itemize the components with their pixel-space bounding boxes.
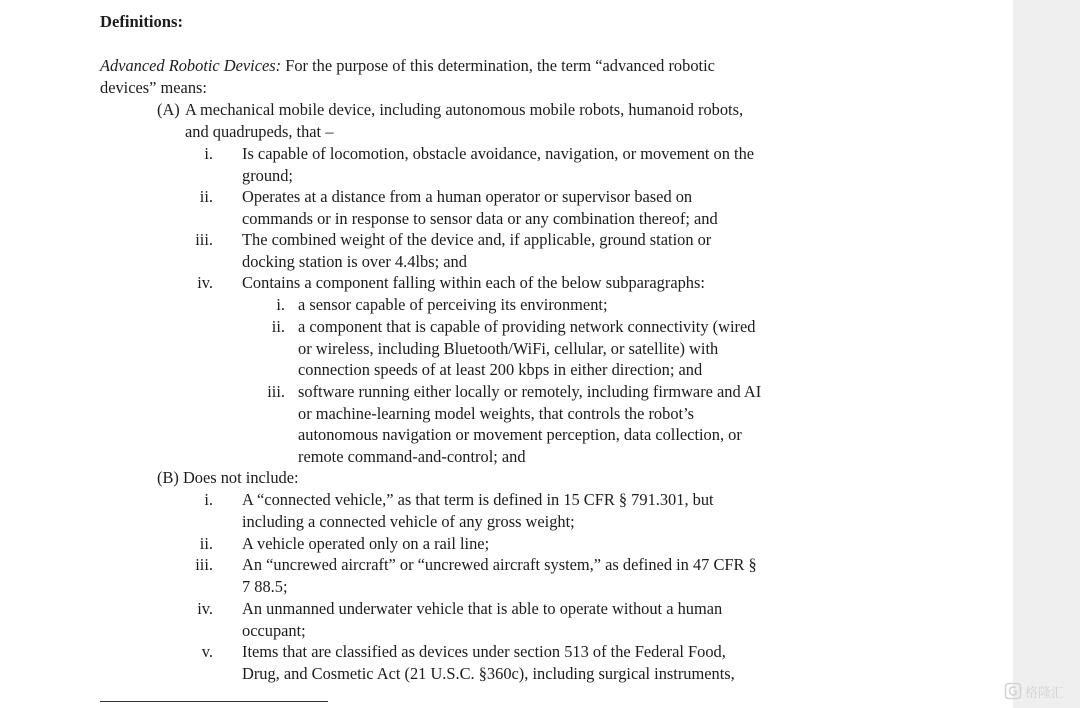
section-b-line: (B) Does not include: bbox=[157, 468, 299, 487]
section-a-line-2: and quadrupeds, that – bbox=[185, 122, 334, 141]
b-item-3-line-1: An “uncrewed aircraft” or “uncrewed aircraft system,” as defined in 47 CFR § bbox=[242, 555, 757, 574]
sub-item-1-line-1: a sensor capable of perceiving its environment; bbox=[298, 295, 608, 314]
a-item-4-number: iv. bbox=[197, 273, 213, 292]
b-item-1-number: i. bbox=[204, 490, 213, 509]
gelonghui-logo-icon bbox=[1004, 682, 1022, 700]
a-item-3-line-2: docking station is over 4.4lbs; and bbox=[242, 252, 467, 271]
a-item-2-line-2: commands or in response to sensor data or any combination thereof; and bbox=[242, 209, 718, 228]
sub-item-2-line-3: connection speeds of at least 200 kbps in either direction; and bbox=[298, 360, 703, 379]
a-item-2-number: ii. bbox=[199, 187, 213, 206]
b-item-3-number: iii. bbox=[195, 555, 213, 574]
definitions-heading: Definitions: bbox=[100, 12, 183, 31]
a-item-2-line-1: Operates at a distance from a human operator or supervisor based on bbox=[242, 187, 693, 206]
section-a-marker: (A) bbox=[157, 100, 180, 119]
b-item-1-line-1: A “connected vehicle,” as that term is defined in 15 CFR § 791.301, but bbox=[242, 490, 714, 509]
footnote-separator bbox=[100, 701, 328, 702]
b-item-5-line-2: Drug, and Cosmetic Act (21 U.S.C. §360c), including surgical instruments, bbox=[242, 664, 735, 683]
sub-item-3-line-4: remote command-and-control; and bbox=[298, 447, 526, 466]
b-item-4-line-2: occupant; bbox=[242, 621, 306, 640]
sub-item-3-line-1: software running either locally or remotely, including firmware and AI bbox=[298, 382, 762, 401]
b-item-1-line-2: including a connected vehicle of any gross weight; bbox=[242, 512, 575, 531]
a-item-3-line-1: The combined weight of the device and, if applicable, ground station or bbox=[242, 230, 712, 249]
sub-item-2-number: ii. bbox=[271, 317, 285, 336]
defined-term: Advanced Robotic Devices: bbox=[100, 56, 282, 75]
watermark bbox=[1004, 681, 1064, 701]
sub-item-2-line-2: or wireless, including Bluetooth/WiFi, cellular, or satellite) with bbox=[298, 339, 719, 358]
b-item-3-line-2: 7 88.5; bbox=[242, 577, 288, 596]
b-item-5-line-1: Items that are classified as devices under section 513 of the Federal Food, bbox=[242, 642, 726, 661]
section-a-line-1: A mechanical mobile device, including autonomous mobile robots, humanoid robots, bbox=[185, 100, 744, 119]
b-item-2-number: ii. bbox=[199, 534, 213, 553]
viewer-background bbox=[1013, 0, 1080, 708]
sub-item-1-number: i. bbox=[276, 295, 285, 314]
watermark-text: 格隆汇 bbox=[1025, 685, 1065, 701]
sub-item-2-line-1: a component that is capable of providing network connectivity (wired bbox=[298, 317, 756, 336]
sub-item-3-line-2: or machine-learning model weights, that controls the robot’s bbox=[298, 404, 695, 423]
sub-item-3-number: iii. bbox=[267, 382, 285, 401]
sub-item-3-line-3: autonomous navigation or movement perception, data collection, or bbox=[298, 425, 742, 444]
a-item-3-number: iii. bbox=[195, 230, 213, 249]
a-item-4-line-1: Contains a component falling within each of the below subparagraphs: bbox=[242, 273, 705, 292]
b-item-4-line-1: An unmanned underwater vehicle that is able to operate without a human bbox=[242, 599, 723, 618]
a-item-1-line-1: Is capable of locomotion, obstacle avoidance, navigation, or movement on the bbox=[242, 144, 755, 163]
intro-line-1 bbox=[100, 55, 715, 77]
b-item-5-number: v. bbox=[201, 642, 213, 661]
b-item-4-number: iv. bbox=[197, 599, 213, 618]
intro-line-2: devices” means: bbox=[100, 78, 207, 97]
intro-line-1-text: For the purpose of this determination, the term “advanced robotic bbox=[281, 56, 715, 75]
a-item-1-line-2: ground; bbox=[242, 166, 293, 185]
b-item-2-line-1: A vehicle operated only on a rail line; bbox=[242, 534, 490, 553]
a-item-1-number: i. bbox=[204, 144, 213, 163]
